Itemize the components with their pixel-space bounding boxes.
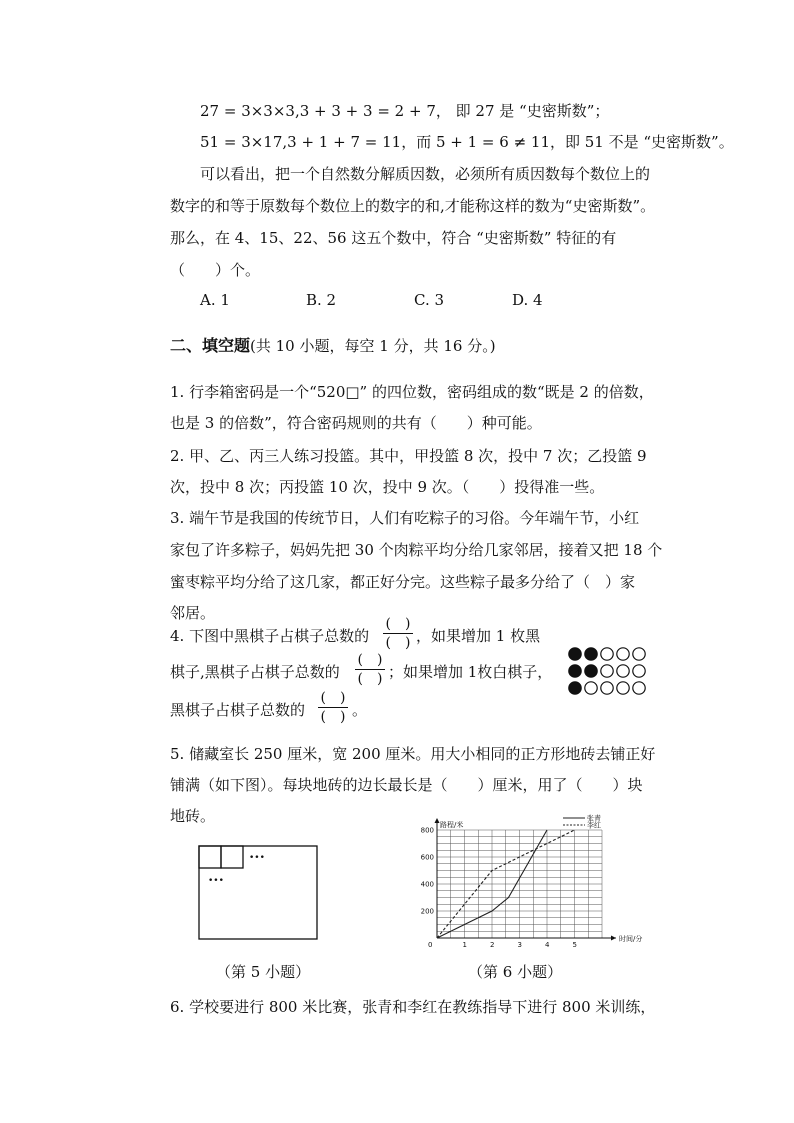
q5-line-2: 铺满（如下图）。每块地砖的边长最长是（ ）厘米，用了（ ）块: [170, 776, 643, 794]
option-b: B. 2: [306, 291, 337, 309]
x-tick-label: 3: [517, 941, 522, 949]
white-piece: [633, 665, 645, 677]
section-note: (共 10 小题，每空 1 分，共 16 分。): [250, 337, 496, 355]
q1-line-1: 1. 行李箱密码是一个“520□” 的四位数，密码组成的数“既是 2 的倍数，: [170, 383, 654, 401]
figure-caption-q5: （第 5 小题）: [216, 963, 311, 981]
q4-blank-fraction-2: [355, 653, 385, 686]
fraction-denominator: ( ): [320, 709, 346, 725]
prev-line-6: （ ）个。: [170, 261, 261, 279]
q4-text-1: 4. 下图中黑棋子占棋子总数的: [170, 627, 370, 645]
tile-1: [199, 846, 221, 868]
white-piece: [585, 682, 597, 694]
white-piece: [617, 648, 629, 660]
prev-line-3: 可以看出，把一个自然数分解质因数，必须所有质因数每个数位上的: [200, 165, 651, 183]
white-piece: [601, 665, 613, 677]
y-tick-label: 200: [420, 907, 434, 916]
black-piece: [585, 665, 597, 677]
black-piece: [569, 648, 581, 660]
black-piece: [585, 648, 597, 660]
q1-line-2: 也是 3 的倍数”，符合密码规则的共有（ ）种可能。: [170, 414, 542, 432]
x-tick-label: 2: [490, 941, 495, 949]
q4-text-3: 棋子,黑棋子占棋子总数的: [170, 663, 340, 681]
legend-label: 李红: [587, 821, 601, 830]
option-c: C. 3: [414, 291, 445, 309]
black-piece: [569, 682, 581, 694]
q4-text-4: ；如果增加 1枚白棋子，: [388, 663, 553, 681]
q3-line-2: 家包了许多粽子，妈妈先把 30 个肉粽平均分给几家邻居，接着又把 18 个: [170, 541, 663, 559]
white-piece: [601, 682, 613, 694]
y-tick-label: 800: [420, 826, 434, 835]
white-piece: [617, 665, 629, 677]
black-piece: [569, 665, 581, 677]
room-tiles-figure: [196, 843, 322, 943]
x-axis-title: 时间/分: [619, 935, 643, 943]
q3-line-4: 邻居。: [170, 604, 216, 622]
q2-line-1: 2. 甲、乙、丙三人练习投篮。其中，甲投篮 8 次，投中 7 次；乙投篮 9: [170, 447, 647, 465]
white-piece: [617, 682, 629, 694]
prev-line-1: 27 = 3×3×3,3 + 3 + 3 = 2 + 7， 即 27 是 “史密斯数”；: [200, 102, 610, 120]
ellipsis-vertical: •••: [208, 876, 224, 886]
option-a: A. 1: [200, 291, 230, 309]
section-heading: [170, 336, 496, 356]
white-piece: [633, 648, 645, 660]
fraction-numerator: ( ): [320, 690, 346, 706]
fraction-denominator: ( ): [357, 671, 383, 687]
y-tick-label: 600: [420, 853, 434, 862]
chess-pieces-figure: [568, 645, 668, 701]
q4-blank-fraction-1: [383, 617, 413, 650]
prev-line-4: 数字的和等于原数每个数位上的数字的和,才能称这样的数为“史密斯数”。: [170, 197, 656, 215]
q6-line-1: 6. 学校要进行 800 米比赛，张青和李红在教练指导下进行 800 米训练，: [170, 998, 656, 1016]
q5-line-1: 5. 储藏室长 250 厘米，宽 200 厘米。用大小相同的正方形地砖去铺正好: [170, 745, 656, 763]
prev-line-2: 51 = 3×17,3 + 1 + 7 = 11，而 5 + 1 = 6 ≠ 11，即 51 不是 “史密斯数”。: [200, 133, 734, 151]
distance-time-chart: [415, 812, 643, 952]
legend-label: 张青: [587, 814, 601, 823]
x-axis-arrow-icon: [611, 936, 616, 941]
fraction-numerator: ( ): [385, 616, 411, 632]
q4-text-6: 。: [352, 701, 368, 719]
q4-text-5: 黑棋子占棋子总数的: [170, 701, 306, 719]
fraction-denominator: ( ): [385, 635, 411, 651]
q2-line-2: 次，投中 8 次；丙投篮 10 次，投中 9 次。（ ）投得准一些。: [170, 478, 605, 496]
figure-caption-q6: （第 6 小题）: [468, 963, 563, 981]
prev-line-5: 那么，在 4、15、22、56 这五个数中，符合 “史密斯数” 特征的有: [170, 229, 617, 247]
q5-line-3: 地砖。: [170, 807, 216, 825]
tile-2: [221, 846, 243, 868]
section-title: 二、填空题: [170, 336, 251, 355]
y-tick-label: 400: [420, 880, 434, 889]
white-piece: [633, 682, 645, 694]
fraction-numerator: ( ): [357, 652, 383, 668]
ellipsis-horizontal: •••: [249, 853, 265, 863]
x-tick-label: 5: [572, 941, 577, 949]
x-tick-label: 1: [462, 941, 467, 949]
option-d: D. 4: [512, 291, 543, 309]
q4-blank-fraction-3: [318, 691, 348, 724]
x-tick-label: 4: [545, 941, 550, 949]
y-axis-arrow-icon: [435, 818, 440, 823]
chart-grid: [437, 830, 602, 938]
q3-line-3: 蜜枣粽平均分给了这几家，都正好分完。这些粽子最多分给了（ ）家: [170, 573, 636, 591]
q3-line-1: 3. 端午节是我国的传统节日，人们有吃粽子的习俗。今年端午节，小红: [170, 509, 640, 527]
x-tick-label: 0: [428, 941, 433, 949]
white-piece: [601, 648, 613, 660]
q4-text-2: ，如果增加 1 枚黑: [416, 627, 541, 645]
y-axis-title: 路程/米: [440, 821, 464, 829]
